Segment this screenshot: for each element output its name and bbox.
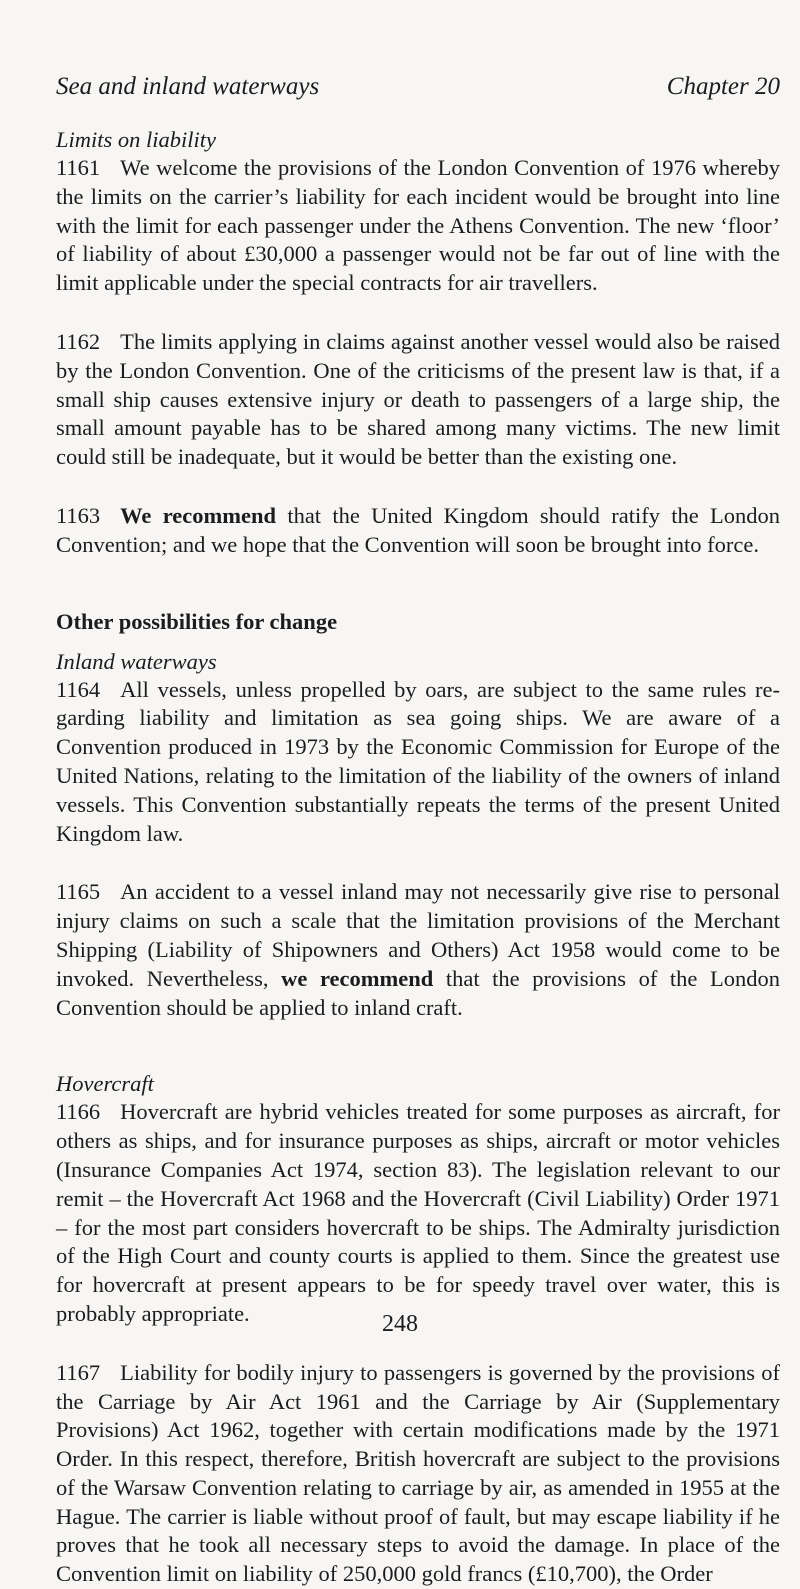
spacer xyxy=(56,560,780,608)
page-number: 248 xyxy=(382,1311,418,1337)
spacer xyxy=(56,1022,780,1070)
paragraph-1164 xyxy=(56,676,780,849)
spacer xyxy=(56,848,780,878)
subheading: Inland waterways xyxy=(56,648,217,674)
spacer xyxy=(56,298,780,328)
paragraph-1166 xyxy=(56,1098,780,1328)
paragraph-text: Liability for bodily injury to passengers is governed by the provisions of the Carriage by Air Act 1961 and the Carriage by Air (Supplementary Provisions) Act 1962, together with certain modifications made by the 1971 Order. In this respect, therefore, British hovercraft are subject to the provisions of the Warsaw Convention relating to carriage by air, as amended in 1955 at the Hague. The carrier is liable without proof of fault, but may escape liability if he proves that he took all necessary steps to avoid the damage. In place of the Convention limit on liability of 250,000 gold francs (£10,700), the Order xyxy=(56,1359,780,1587)
subheading: Hovercraft xyxy=(56,1071,154,1097)
running-header xyxy=(56,72,780,102)
paragraph-1165 xyxy=(56,878,780,1022)
paragraph-1167 xyxy=(56,1359,780,1589)
paragraph-1162 xyxy=(56,328,780,472)
subheading: Limits on liability xyxy=(56,127,217,152)
paragraph-text: The limits applying in claims against another vessel would also be raised by the London Convention. One of the criticisms of the present law is that, if a small ship causes extensive injury or death to passengers of a large ship, the small amount payable has to be shared among many victims. The new limit could still be inadequate, but it would be better than the existing one. xyxy=(56,328,780,470)
paragraph-text: All vessels, unless propelled by oars, are subject to the same rules re-garding liability and limitation as sea going ships. We are aware of a Convention produced in 1973 by the Economic Commission for Europe of the United Nations, relating to the limitation of the liability of the owners of inland vessels. This Convention substantially repeats the terms of the present United Kingdom law. xyxy=(56,676,780,846)
paragraph-number: 1166 xyxy=(56,1099,101,1125)
paragraph-1163 xyxy=(56,502,780,560)
running-header-right: Chapter 20 xyxy=(666,73,780,100)
paragraph-number: 1163 xyxy=(56,502,101,528)
paragraph-number: 1164 xyxy=(56,676,101,702)
running-header-left: Sea and inland waterways xyxy=(56,73,320,100)
paragraph-text: Hovercraft are hybrid vehicles treated for some purposes as aircraft, for others as ships, and for insurance purposes as ships, aircraft or motor vehicles (Insurance Companies Act 1974, section 83). The legislation relevant to our remit – the Hovercraft Act 1968 and the Hovercraft (Civil Liability) Order 1971 – for the most part considers hovercraft to be ships. The Admiralty jurisdiction of the High Court and county courts is applied to them. Since the greatest use for hovercraft at present appears to be for speedy travel over water, this is probably appropriate. xyxy=(56,1099,780,1326)
recommendation-emphasis: we recommend xyxy=(281,965,434,991)
spacer xyxy=(56,472,780,502)
spacer xyxy=(56,636,780,648)
paragraph-1161 xyxy=(56,154,780,298)
section-heading: Other possibilities for change xyxy=(56,608,338,634)
paragraph-number: 1162 xyxy=(56,328,101,354)
paragraph-text: that the United Kingdom should ratify the London Convention; and we hope that the Convention will soon be brought into force. xyxy=(56,502,780,557)
paragraph-number: 1165 xyxy=(56,879,101,905)
document-page xyxy=(56,72,780,1589)
paragraph-number: 1167 xyxy=(56,1359,101,1385)
paragraph-text: We welcome the provisions of the London Convention of 1976 whereby the limits on the carrier’s liability for each incident would be brought into line with the limit for each passenger under the Athens Convention. The new ‘floor’ of liability of about £30,000 a passenger would not be far out of line with the limit applicable under the special contracts for air travellers. xyxy=(56,155,780,296)
page-body xyxy=(56,126,780,1589)
paragraph-number: 1161 xyxy=(56,155,101,180)
recommendation-emphasis: We recommend xyxy=(120,502,277,528)
paragraph-text-continued: that the provisions of the London Convention should be applied to inland craft. xyxy=(56,965,780,1020)
paragraph-text: An accident to a vessel inland may not necessarily give rise to personal injury claims on such a scale that the limitation provisions of the Merchant Shipping (Liability of Shipowners and Others) Act 1958 would come to be invoked. Nevertheless, xyxy=(56,879,780,991)
